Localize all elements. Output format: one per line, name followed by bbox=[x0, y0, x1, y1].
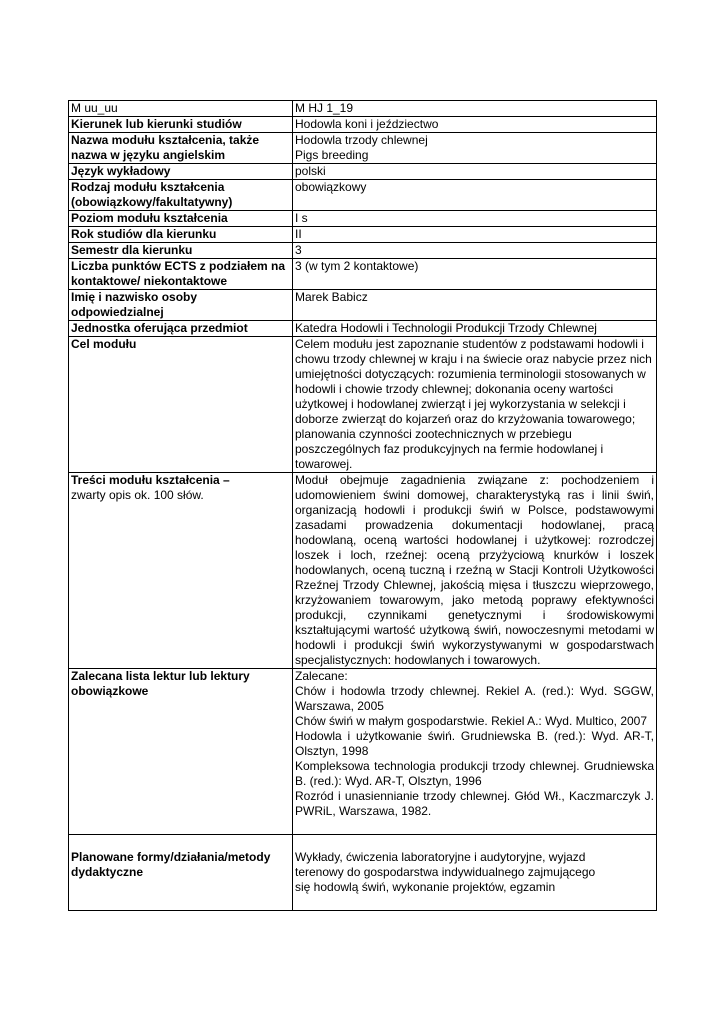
row-label: Nazwa modułu kształcenia, także nazwa w języku angielskim bbox=[69, 133, 293, 164]
table-row bbox=[69, 337, 657, 473]
row-value: I s bbox=[293, 211, 657, 227]
row-value: 3 bbox=[293, 243, 657, 259]
row-label: Język wykładowy bbox=[69, 164, 293, 180]
value-line: Pigs breeding bbox=[295, 148, 369, 162]
row-label: Zalecana lista lektur lub lektury obowiązkowe bbox=[69, 669, 293, 835]
row-value bbox=[293, 133, 657, 164]
reading-item: Kompleksowa technologia produkcji trzody chlewnej. Grudniewska B. (red.): Wyd. AR-T, Olsztyn, 1996 bbox=[295, 759, 654, 788]
row-label: M uu_uu bbox=[69, 101, 293, 117]
row-value: Marek Babicz bbox=[293, 290, 657, 321]
row-value: II bbox=[293, 227, 657, 243]
row-value: polski bbox=[293, 164, 657, 180]
value-line: terenowy do gospodarstwa indywidualnego zajmującego bbox=[295, 865, 596, 879]
row-value bbox=[293, 669, 657, 835]
row-label bbox=[69, 473, 293, 669]
table-row bbox=[69, 669, 657, 835]
reading-item: Rozród i unasiennianie trzody chlewnej. Głód Wł., Kaczmarczyk J. PWRiL, Warszawa, 1982. bbox=[295, 789, 654, 818]
reading-item: Hodowla i użytkowanie świń. Grudniewska B. (red.): Wyd. AR-T, Olsztyn, 1998 bbox=[295, 729, 654, 758]
table-row bbox=[69, 835, 657, 911]
table-row bbox=[69, 227, 657, 243]
table-row bbox=[69, 117, 657, 133]
table-row bbox=[69, 164, 657, 180]
row-label: Rok studiów dla kierunku bbox=[69, 227, 293, 243]
row-label: Kierunek lub kierunki studiów bbox=[69, 117, 293, 133]
row-label: Planowane formy/działania/metody dydaktyczne bbox=[69, 835, 293, 911]
row-label: Poziom modułu kształcenia bbox=[69, 211, 293, 227]
row-label: Liczba punktów ECTS z podziałem na kontaktowe/ niekontaktowe bbox=[69, 259, 293, 290]
row-value: Katedra Hodowli i Technologii Produkcji Trzody Chlewnej bbox=[293, 321, 657, 337]
row-value bbox=[293, 835, 657, 911]
row-value: Celem modułu jest zapoznanie studentów z podstawami hodowli i chowu trzody chlewnej w kraju i na świecie oraz nabycie przez nich umiejętności dotyczących: rozumienia terminologii stosowanych w hodowli i chowie trzody chlewnej; dokonania oceny wartości użytkowej i hodowlanej zwierząt i jej wykorzystania w selekcji i doborze zwierząt do kojarzeń oraz do krzyżowania towarowego; planowania czynności zootechnicznych w przebiegu poszczególnych faz produkcyjnych na fermie hodowlanej i towarowej. bbox=[293, 337, 657, 473]
table-row bbox=[69, 473, 657, 669]
row-label-note: zwarty opis ok. 100 słów. bbox=[71, 488, 204, 502]
row-label: Imię i nazwisko osoby odpowiedzialnej bbox=[69, 290, 293, 321]
reading-item: Chów i hodowla trzody chlewnej. Rekiel A. (red.): Wyd. SGGW, Warszawa, 2005 bbox=[295, 684, 654, 713]
row-label: Rodzaj modułu kształcenia (obowiązkowy/fakultatywny) bbox=[69, 180, 293, 211]
row-value: Hodowla koni i jeździectwo bbox=[293, 117, 657, 133]
reading-heading: Zalecane: bbox=[295, 669, 348, 683]
table-row bbox=[69, 259, 657, 290]
table-row bbox=[69, 321, 657, 337]
value-line: Wykłady, ćwiczenia laboratoryjne i audytoryjne, wyjazd bbox=[295, 850, 586, 864]
table-row bbox=[69, 211, 657, 227]
row-label-text: Treści modułu kształcenia – bbox=[71, 473, 230, 487]
table-row bbox=[69, 133, 657, 164]
table-row bbox=[69, 243, 657, 259]
row-value: M HJ 1_19 bbox=[293, 101, 657, 117]
row-label: Jednostka oferująca przedmiot bbox=[69, 321, 293, 337]
row-label: Semestr dla kierunku bbox=[69, 243, 293, 259]
value-line: się hodowlą świń, wykonanie projektów, egzamin bbox=[295, 880, 556, 894]
row-value: 3 (w tym 2 kontaktowe) bbox=[293, 259, 657, 290]
module-description-table bbox=[68, 100, 657, 911]
row-value: obowiązkowy bbox=[293, 180, 657, 211]
row-value: Moduł obejmuje zagadnienia związane z: pochodzeniem i udomowieniem świni domowej, charakterystyką ras i linii świń, organizacją hodowli i produkcji świń w Polsce, podstawowymi zasadami prowadzenia dokumentacji hodowlanej, pracą hodowlaną, oceną wartości hodowlanej i użytkowej: rozrodczej loszek i loch, rzeźnej: oceną przyżyciową knurków i loszek hodowlanych, oceną tuczną i rzeźną w Stacji Kontroli Użytkowości Rzeźnej Trzody Chlewnej, jakością mięsa i tłuszczu wieprzowego, krzyżowaniem towarowym, jako metodą poprawy efektywności produkcji, czynnikami genetycznymi i środowiskowymi kształtującymi wartość użytkową świń, nowoczesnymi metodami w hodowli i produkcji świń wykorzystywanymi w gospodarstwach specjalistycznych: hodowlanych i towarowych. bbox=[293, 473, 657, 669]
value-line: Hodowla trzody chlewnej bbox=[295, 133, 428, 147]
table-row bbox=[69, 180, 657, 211]
row-label: Cel modułu bbox=[69, 337, 293, 473]
reading-item: Chów świń w małym gospodarstwie. Rekiel A.: Wyd. Multico, 2007 bbox=[295, 714, 648, 728]
table-row bbox=[69, 290, 657, 321]
table-row bbox=[69, 101, 657, 117]
